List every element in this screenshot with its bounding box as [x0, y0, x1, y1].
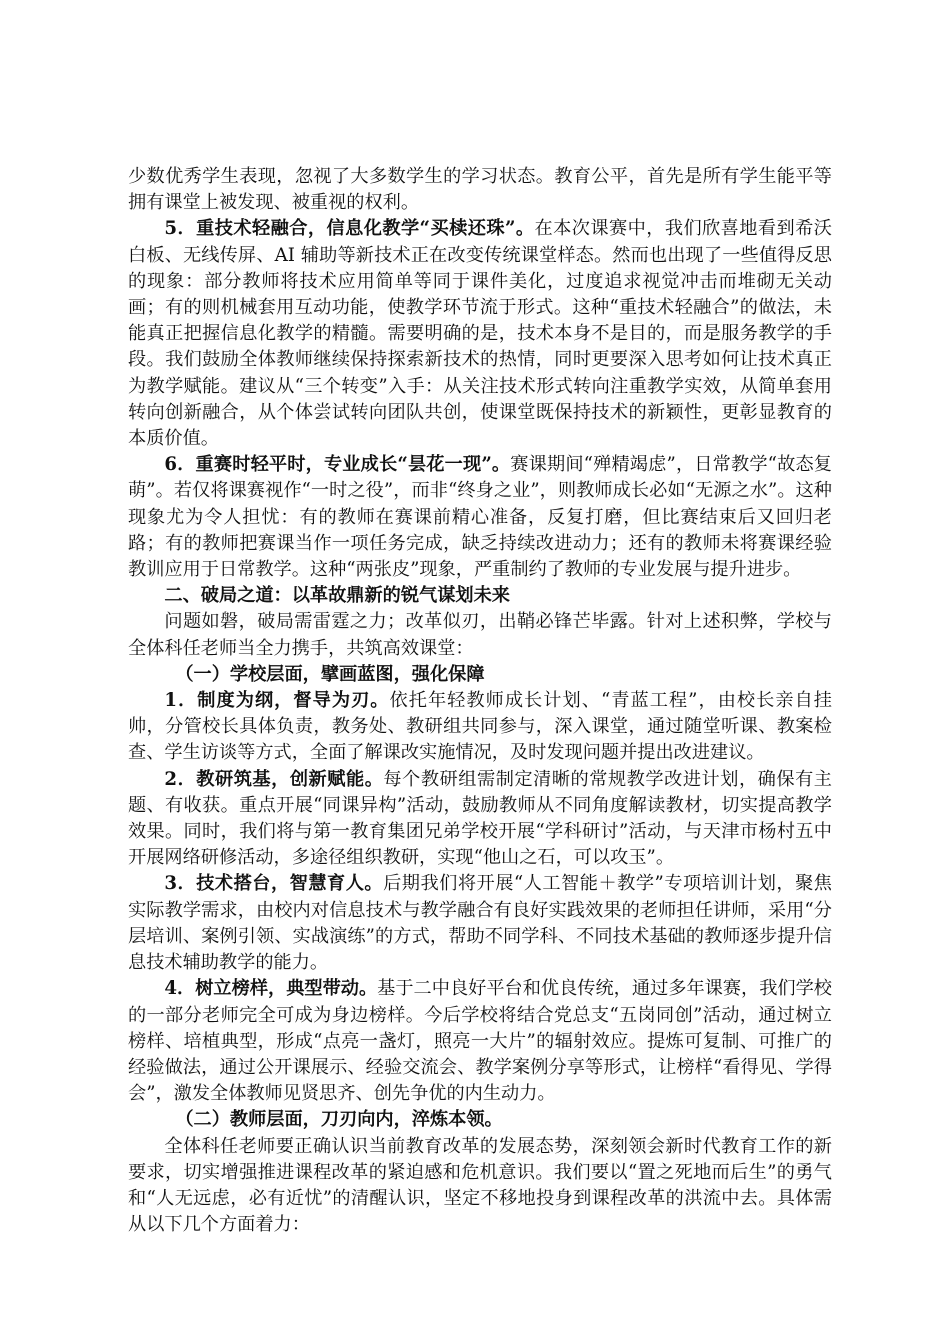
- heading-text: （一）学校层面，擘画蓝图，强化保障: [175, 663, 485, 685]
- paragraph-body: 每个教研组需制定清晰的常规教学改进计划，确保有主题、有收获。重点开展“同课异构”活动，鼓励教师从不同角度解读教材，切实提高教学效果。同时，我们将与第一教育集团兄弟学校开展“学科研讨”活动，与天津市杨村五中开展网络研修活动，多途径组织教研，实现“他山之石，可以攻玉”。: [128, 768, 832, 869]
- subsection-heading-teacher: [128, 1107, 832, 1133]
- paragraph-lead: 1．制度为纲，督导为刃。: [164, 690, 390, 712]
- paragraph-lead: 2．教研筑基，创新赋能。: [164, 768, 384, 790]
- paragraph-item-1: [128, 688, 832, 767]
- paragraph-body: 全体科任老师要正确认识当前教育改革的发展态势，深刻领会新时代教育工作的新要求，切实增强推进课程改革的紧迫感和危机意识。我们要以“置之死地而后生”的勇气和“人无远虑，必有近忧”的清醒认识，坚定不移地投身到课程改革的洪流中去。具体需从以下几个方面着力：: [128, 1135, 832, 1236]
- paragraph-item-3: [128, 871, 832, 976]
- paragraph-lead: 5．重技术轻融合，信息化教学“买椟还珠”。: [164, 218, 535, 240]
- paragraph-body: 依托年轻教师成长计划、“青蓝工程”，由校长亲自挂帅，分管校长具体负责，教务处、教研组共同参与，深入课堂，通过随堂听课、教案检查、学生访谈等方式，全面了解课改实施情况，及时发现问题并提出改进建议。: [128, 690, 832, 764]
- paragraph-body: 后期我们将开展“人工智能＋教学”专项培训计划，聚焦实际教学需求，由校内对信息技术与教学融合有良好实践效果的老师担任讲师，采用“分层培训、案例引领、实战演练”的方式，帮助不同学科、不同技术基础的教师逐步提升信息技术辅助教学的能力。: [128, 873, 832, 974]
- paragraph-item-2: [128, 767, 832, 872]
- heading-text: （二）教师层面，刀刃向内，淬炼本领。: [175, 1109, 503, 1131]
- paragraph-body: 基于二中良好平台和优良传统，通过多年课赛，我们学校的一部分老师完全可成为身边榜样。今后学校将结合党总支“五岗同创”活动，通过树立榜样、培植典型，形成“点亮一盏灯，照亮一大片”的辐射效应。提炼可复制、可推广的经验做法，通过公开课展示、经验交流会、教学案例分享等形式，让榜样“看得见、学得会”，激发全体教师见贤思齐、创先争优的内生动力。: [128, 978, 832, 1105]
- paragraph-lead: 4．树立榜样，典型带动。: [164, 978, 378, 1000]
- paragraph-body: 在本次课赛中，我们欣喜地看到希沃白板、无线传屏、AI 辅助等新技术正在改变传统课堂样态。然而也出现了一些值得反思的现象：部分教师将技术应用简单等同于课件美化，过度追求视觉冲击而堆砌无关动画；有的则机械套用互动功能，使教学环节流于形式。这种“重技术轻融合”的做法，未能真正把握信息化教学的精髓。需要明确的是，技术本身不是目的，而是服务教学的手段。我们鼓励全体教师继续保持探索新技术的热情，同时更要深入思考如何让技术真正为教学赋能。建议从“三个转变”入手：从关注技术形式转向注重教学实效，从简单套用转向创新融合，从个体尝试转向团队共创，使课堂既保持技术的新颖性，更彰显教育的本质价值。: [128, 218, 832, 450]
- section-heading-2: [128, 583, 832, 609]
- paragraph-teacher-intro: [128, 1134, 832, 1239]
- paragraph-lead: 3．技术搭台，智慧育人。: [164, 873, 384, 895]
- document-page: [128, 164, 832, 1238]
- paragraph-intro: [128, 609, 832, 661]
- paragraph-item-4: [128, 976, 832, 1107]
- paragraph-body: 赛课期间“殚精竭虑”，日常教学“故态复萌”。若仅将课赛视作“一时之役”，而非“终身之业”，则教师成长必如“无源之水”。这种现象尤为令人担忧：有的教师在赛课前精心准备，反复打磨，但比赛结束后又回归老路；有的教师把赛课当作一项任务完成，缺乏持续改进动力；还有的教师未将赛课经验教训应用于日常教学。这种“两张皮”现象，严重制约了教师的专业发展与提升进步。: [128, 454, 832, 581]
- subsection-heading-school: [128, 662, 832, 688]
- paragraph-item-5: [128, 216, 832, 452]
- paragraph-item-6: [128, 452, 832, 583]
- paragraph-lead: 6．重赛时轻平时，专业成长“昙花一现”。: [164, 454, 511, 476]
- heading-text: 二、破局之道：以革故鼎新的锐气谋划未来: [164, 585, 510, 607]
- paragraph-body: 问题如磐，破局需雷霆之力；改革似刃，出鞘必锋芒毕露。针对上述积弊，学校与全体科任老师当全力携手，共筑高效课堂：: [128, 611, 832, 659]
- paragraph-body: 少数优秀学生表现，忽视了大多数学生的学习状态。教育公平，首先是所有学生能平等拥有课堂上被发现、被重视的权利。: [128, 166, 832, 214]
- paragraph-continuation: [128, 164, 832, 216]
